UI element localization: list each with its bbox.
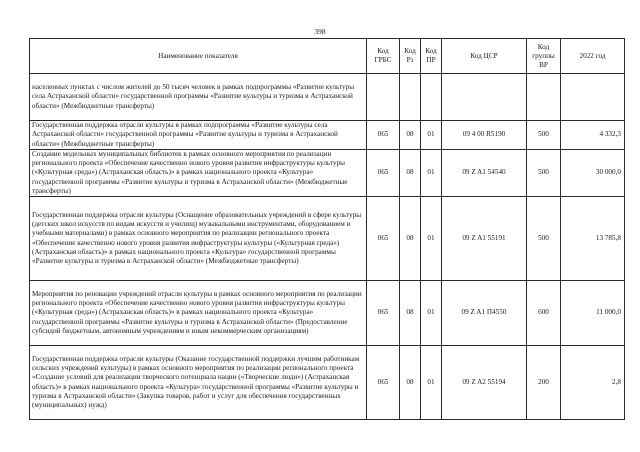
header-year: 2022 год: [561, 39, 625, 74]
row-vr: 500: [527, 197, 561, 281]
row-rz: 08: [400, 150, 421, 197]
budget-table: [29, 38, 625, 420]
row-grbs: 065: [367, 121, 400, 150]
header-pr: Код ПР: [421, 39, 442, 74]
row-pr: 01: [421, 281, 442, 346]
row-pr: 01: [421, 197, 442, 281]
row-vr: 500: [527, 121, 561, 150]
header-rz: Код Рз: [400, 39, 421, 74]
row-value: 2,8: [561, 346, 625, 420]
table-row: [30, 150, 625, 197]
row-name: Государственная поддержка отрасли культуры в рамках подпрограммы «Развитие культуры села Астраханской области» государственной программы «Развитие культуры и туризма в Астраханской области» (Межбюджетные трансферты): [30, 121, 367, 150]
row-csr: 09 Z A1 54540: [442, 150, 527, 197]
row-vr: 600: [527, 281, 561, 346]
row-pr: 01: [421, 121, 442, 150]
row-rz: 08: [400, 281, 421, 346]
header-grbs: Код ГРБС: [367, 39, 400, 74]
row-name: Государственная поддержка отрасли культуры (Оснащение образовательных учреждений в сфере культуры (детских школ искусств по видам искусств и училищ) музыкальными инструментами, оборудованием и учебными материалами) в рамках основного мероприятия по реализации регионального проекта «Обеспечение качественно нового уровня развития инфраструктуры культуры («Культурная среда») (Астраханская область)» в рамках национального проекта «Культура» государственной программы «Развитие культуры и туризма в Астраханской области» (Межбюджетные трансферты): [30, 197, 367, 281]
row-rz: 08: [400, 197, 421, 281]
row-name: Создание модельных муниципальных библиотек в рамках основного мероприятия по реализации регионального проекта «Обеспечение качественно нового уровня развития инфраструктуры культуры («Культурная среда») (Астраханская область)» в рамках национального проекта «Культура» государственной программы «Развитие культуры и туризма в Астраханской области» (Межбюджетные трансферты): [30, 150, 367, 197]
header-vr: Код группы ВР: [527, 39, 561, 74]
table-row: [30, 121, 625, 150]
table-row: [30, 281, 625, 346]
row-rz: [400, 74, 421, 121]
page-number: 398: [314, 27, 326, 36]
row-csr: 09 4 00 R5190: [442, 121, 527, 150]
row-name: Государственная поддержка отрасли культуры (Оказание государственной поддержки лучшим работникам сельских учреждений культуры) в рамках основного мероприятия по реализации регионального проекта «Создание условий для реализации творческого потенциала нации («Творческие люди») (Астраханская область)» в рамках национального проекта «Культура» государственной программы «Развитие культуры и туризма в Астраханской области» (Закупка товаров, работ и услуг для обеспечения государственных (муниципальных) нужд): [30, 346, 367, 420]
row-rz: 08: [400, 346, 421, 420]
row-csr: 09 Z A1 55191: [442, 197, 527, 281]
row-grbs: 065: [367, 346, 400, 420]
row-csr: 09 Z A1 П4550: [442, 281, 527, 346]
row-grbs: 065: [367, 197, 400, 281]
row-name: Мероприятия по реновации учреждений отрасли культуры в рамках основного мероприятия по реализации регионального проекта «Обеспечение качественно нового уровня развития инфраструктуры культуры («Культурная среда») (Астраханская область)» в рамках национального проекта «Культура» государственной программы «Развитие культуры и туризма в Астраханской области» (Предоставление субсидий бюджетным, автономным учреждениям и иным некоммерческим организациям): [30, 281, 367, 346]
row-pr: [421, 74, 442, 121]
header-csr: Код ЦСР: [442, 39, 527, 74]
header-name: Наименование показателя: [30, 39, 367, 74]
row-rz: 08: [400, 121, 421, 150]
row-value: 13 785,8: [561, 197, 625, 281]
row-vr: [527, 74, 561, 121]
row-grbs: 065: [367, 281, 400, 346]
row-value: [561, 74, 625, 121]
row-grbs: 065: [367, 150, 400, 197]
row-name: населенных пунктах с числом жителей до 50 тысяч человек в рамках подпрограммы «Развитие культуры села Астраханской области» государственной программы «Развитие культуры и туризма в Астраханской области» (Межбюджетные трансферты): [30, 74, 367, 121]
row-pr: 01: [421, 150, 442, 197]
row-pr: 01: [421, 346, 442, 420]
row-value: 30 000,0: [561, 150, 625, 197]
row-value: 4 332,3: [561, 121, 625, 150]
row-vr: 500: [527, 150, 561, 197]
row-vr: 200: [527, 346, 561, 420]
row-csr: [442, 74, 527, 121]
row-value: 11 000,0: [561, 281, 625, 346]
row-grbs: [367, 74, 400, 121]
table-row: [30, 74, 625, 121]
table-row: [30, 197, 625, 281]
table-header-row: [30, 39, 625, 74]
table-row: [30, 346, 625, 420]
row-csr: 09 Z A2 55194: [442, 346, 527, 420]
